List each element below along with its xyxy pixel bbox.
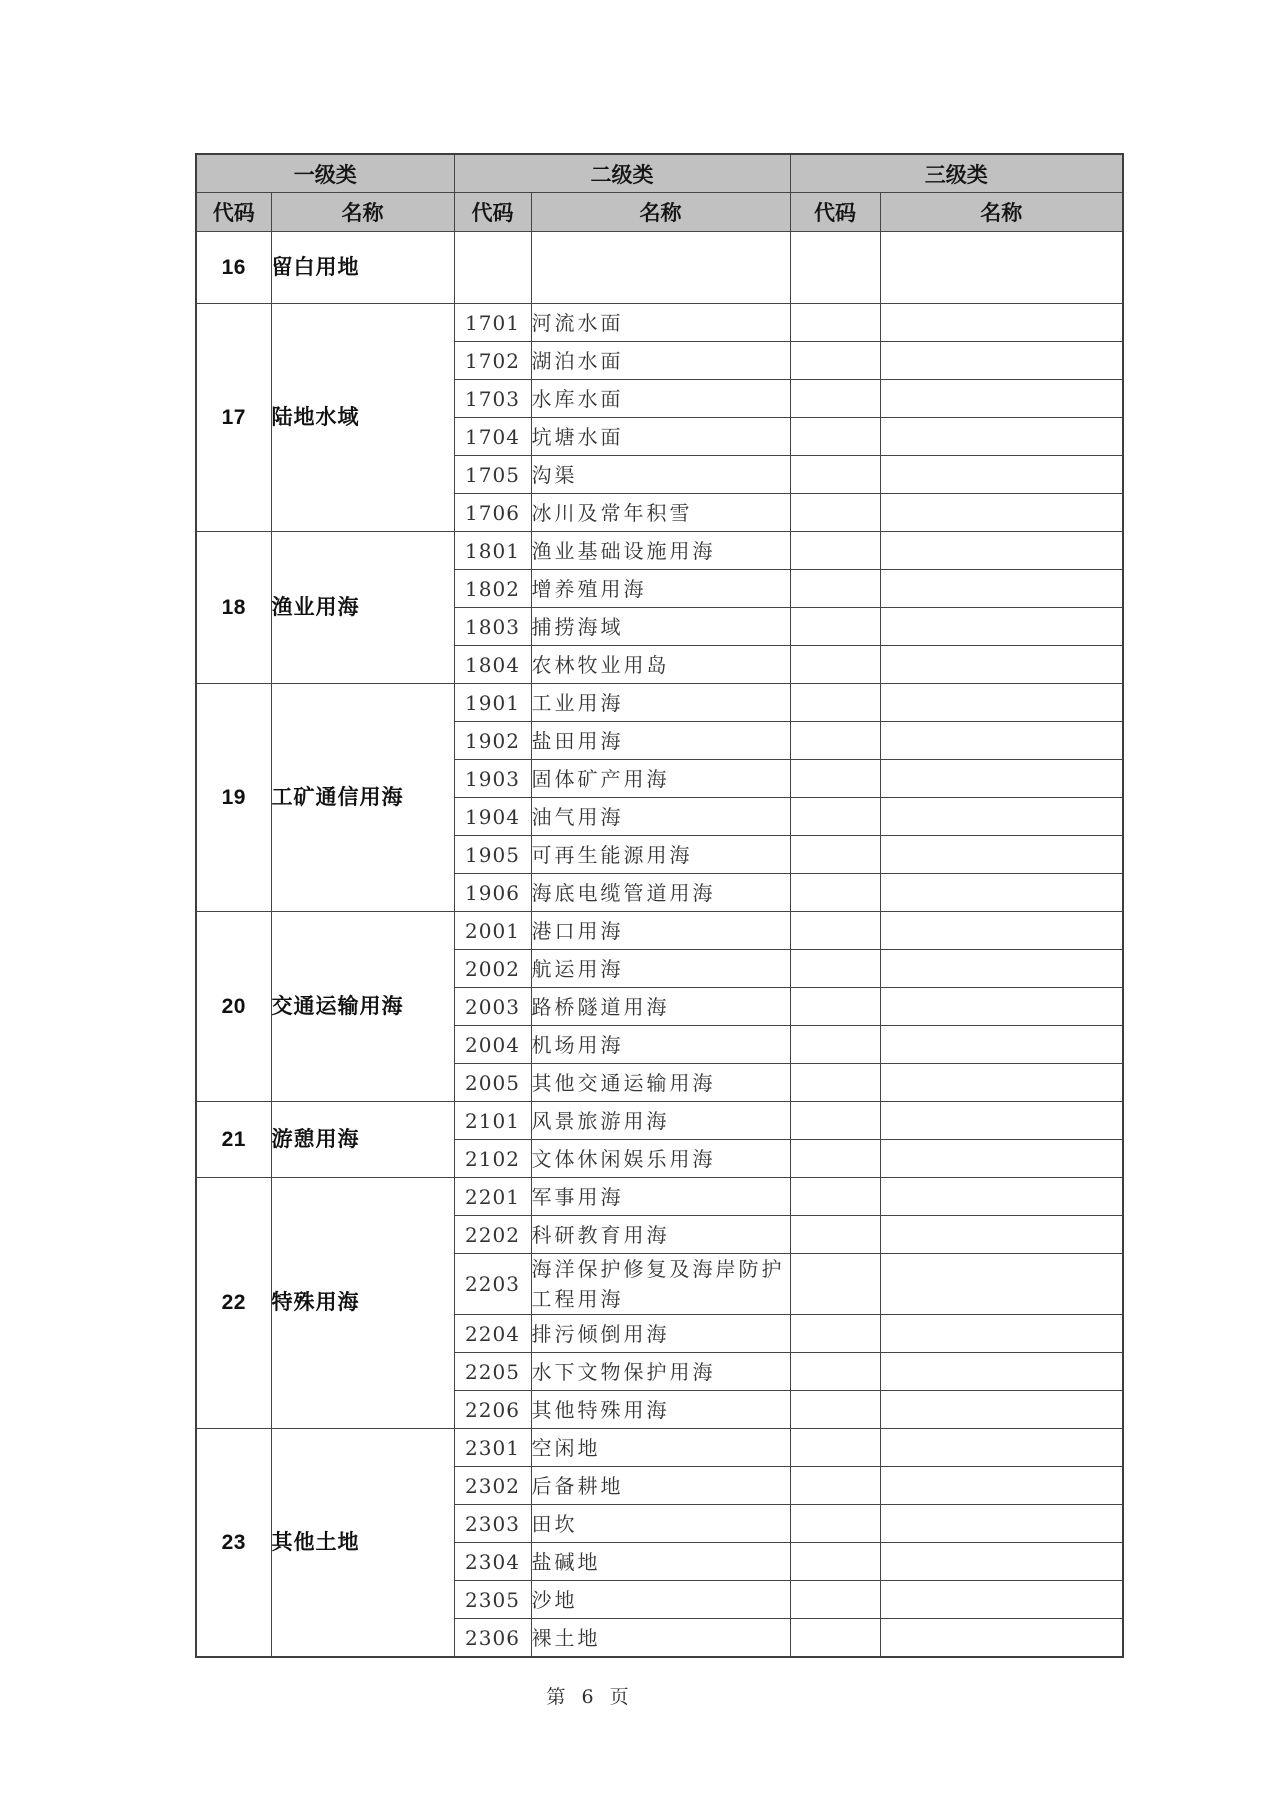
- level3-code-cell: [790, 1353, 880, 1391]
- level2-code-cell: 2004: [454, 1026, 531, 1064]
- level2-code-cell: 1804: [454, 646, 531, 684]
- level1-name-cell: 陆地水域: [271, 304, 454, 532]
- level3-code-cell: [790, 1467, 880, 1505]
- level2-name-cell: 风景旅游用海: [531, 1102, 790, 1140]
- level1-name-cell: 工矿通信用海: [271, 684, 454, 912]
- level2-code-cell: 1906: [454, 874, 531, 912]
- level2-name-cell: 油气用海: [531, 798, 790, 836]
- level2-name-cell: [531, 232, 790, 304]
- level3-name-cell: [880, 494, 1123, 532]
- level3-name-cell: [880, 798, 1123, 836]
- level2-name-cell: 渔业基础设施用海: [531, 532, 790, 570]
- level2-code-cell: 1703: [454, 380, 531, 418]
- level2-name-cell: 田坎: [531, 1505, 790, 1543]
- level2-name-cell: 科研教育用海: [531, 1216, 790, 1254]
- level2-code-cell: 1705: [454, 456, 531, 494]
- level3-name-cell: [880, 570, 1123, 608]
- level3-name-cell: [880, 232, 1123, 304]
- level1-name-cell: 交通运输用海: [271, 912, 454, 1102]
- level2-code-cell: 1803: [454, 608, 531, 646]
- table-row: [196, 532, 1123, 570]
- level1-name-cell: 留白用地: [271, 232, 454, 304]
- level3-code-cell: [790, 836, 880, 874]
- page-number: 第 6 页: [546, 1686, 634, 1708]
- level3-code-cell: [790, 1543, 880, 1581]
- level2-code-cell: 2305: [454, 1581, 531, 1619]
- level3-name-cell: [880, 1467, 1123, 1505]
- level2-code-cell: 2101: [454, 1102, 531, 1140]
- level3-name-cell: [880, 1619, 1123, 1658]
- level3-code-cell: [790, 232, 880, 304]
- level2-code-cell: 2303: [454, 1505, 531, 1543]
- level2-name-cell: 路桥隧道用海: [531, 988, 790, 1026]
- level1-code-cell: 17: [196, 304, 271, 532]
- level1-name-cell: 渔业用海: [271, 532, 454, 684]
- level3-code-cell: [790, 988, 880, 1026]
- table-row: [196, 232, 1123, 304]
- level2-code-cell: 1706: [454, 494, 531, 532]
- level2-name-cell: 工业用海: [531, 684, 790, 722]
- level3-name-cell: [880, 1102, 1123, 1140]
- level2-name-cell: 农林牧业用岛: [531, 646, 790, 684]
- level2-name-cell: 其他特殊用海: [531, 1391, 790, 1429]
- header-level2: 二级类: [454, 154, 790, 193]
- level3-code-cell: [790, 570, 880, 608]
- level3-code-cell: [790, 1254, 880, 1315]
- level2-name-cell: 海洋保护修复及海岸防护工程用海: [531, 1254, 790, 1315]
- level2-name-cell: 航运用海: [531, 950, 790, 988]
- level2-name-cell: 河流水面: [531, 304, 790, 342]
- level2-code-cell: 1901: [454, 684, 531, 722]
- level2-code-cell: 2206: [454, 1391, 531, 1429]
- level2-name-cell: 军事用海: [531, 1178, 790, 1216]
- header-group-row: [196, 154, 1123, 193]
- level2-name-cell: 后备耕地: [531, 1467, 790, 1505]
- level3-code-cell: [790, 1102, 880, 1140]
- level2-code-cell: [454, 232, 531, 304]
- level3-name-cell: [880, 760, 1123, 798]
- level2-code-cell: 2205: [454, 1353, 531, 1391]
- table-header: [196, 154, 1123, 232]
- level2-name-cell: 水库水面: [531, 380, 790, 418]
- header-level1-name: 名称: [271, 193, 454, 232]
- level2-name-cell: 裸土地: [531, 1619, 790, 1658]
- level2-name-cell: 沟渠: [531, 456, 790, 494]
- level3-code-cell: [790, 494, 880, 532]
- header-level3-code: 代码: [790, 193, 880, 232]
- level3-code-cell: [790, 798, 880, 836]
- level1-name-cell: 其他土地: [271, 1429, 454, 1658]
- level3-code-cell: [790, 418, 880, 456]
- level1-code-cell: 18: [196, 532, 271, 684]
- level3-code-cell: [790, 912, 880, 950]
- level2-code-cell: 1903: [454, 760, 531, 798]
- table-row: [196, 684, 1123, 722]
- level1-code-cell: 20: [196, 912, 271, 1102]
- level1-code-cell: 16: [196, 232, 271, 304]
- level2-name-cell: 可再生能源用海: [531, 836, 790, 874]
- header-level1: 一级类: [196, 154, 454, 193]
- level3-code-cell: [790, 1391, 880, 1429]
- level3-name-cell: [880, 304, 1123, 342]
- level3-code-cell: [790, 646, 880, 684]
- level2-code-cell: 1702: [454, 342, 531, 380]
- level3-code-cell: [790, 1619, 880, 1658]
- level3-code-cell: [790, 1505, 880, 1543]
- level3-code-cell: [790, 684, 880, 722]
- table-row: [196, 1102, 1123, 1140]
- level2-name-cell: 沙地: [531, 1581, 790, 1619]
- level3-name-cell: [880, 1026, 1123, 1064]
- level3-code-cell: [790, 532, 880, 570]
- level2-code-cell: 1801: [454, 532, 531, 570]
- level3-name-cell: [880, 646, 1123, 684]
- level3-code-cell: [790, 1429, 880, 1467]
- level3-code-cell: [790, 874, 880, 912]
- level2-code-cell: 2201: [454, 1178, 531, 1216]
- header-level3: 三级类: [790, 154, 1123, 193]
- level1-code-cell: 22: [196, 1178, 271, 1429]
- level3-name-cell: [880, 608, 1123, 646]
- level3-name-cell: [880, 988, 1123, 1026]
- level1-code-cell: 19: [196, 684, 271, 912]
- level3-name-cell: [880, 912, 1123, 950]
- level3-name-cell: [880, 684, 1123, 722]
- level2-name-cell: 海底电缆管道用海: [531, 874, 790, 912]
- level2-code-cell: 2001: [454, 912, 531, 950]
- level3-code-cell: [790, 1064, 880, 1102]
- level3-name-cell: [880, 722, 1123, 760]
- level3-name-cell: [880, 1178, 1123, 1216]
- level2-name-cell: 港口用海: [531, 912, 790, 950]
- level2-code-cell: 1905: [454, 836, 531, 874]
- level2-name-cell: 机场用海: [531, 1026, 790, 1064]
- level2-name-cell: 水下文物保护用海: [531, 1353, 790, 1391]
- level3-code-cell: [790, 380, 880, 418]
- level3-code-cell: [790, 342, 880, 380]
- level3-code-cell: [790, 950, 880, 988]
- header-level2-name: 名称: [531, 193, 790, 232]
- level3-name-cell: [880, 1140, 1123, 1178]
- level3-code-cell: [790, 1140, 880, 1178]
- level1-code-cell: 23: [196, 1429, 271, 1658]
- level2-code-cell: 2301: [454, 1429, 531, 1467]
- level1-name-cell: 特殊用海: [271, 1178, 454, 1429]
- level2-name-cell: 文体休闲娱乐用海: [531, 1140, 790, 1178]
- level3-name-cell: [880, 456, 1123, 494]
- level2-name-cell: 捕捞海域: [531, 608, 790, 646]
- level2-code-cell: 2204: [454, 1315, 531, 1353]
- level3-code-cell: [790, 760, 880, 798]
- level3-code-cell: [790, 1315, 880, 1353]
- table-body: [196, 232, 1123, 1658]
- header-level1-code: 代码: [196, 193, 271, 232]
- level2-code-cell: 1904: [454, 798, 531, 836]
- level2-code-cell: 2003: [454, 988, 531, 1026]
- level2-code-cell: 2306: [454, 1619, 531, 1658]
- level3-code-cell: [790, 456, 880, 494]
- level2-name-cell: 固体矿产用海: [531, 760, 790, 798]
- level2-code-cell: 2304: [454, 1543, 531, 1581]
- level3-name-cell: [880, 418, 1123, 456]
- level3-name-cell: [880, 1429, 1123, 1467]
- level2-code-cell: 1802: [454, 570, 531, 608]
- level3-name-cell: [880, 532, 1123, 570]
- level3-code-cell: [790, 1178, 880, 1216]
- level3-code-cell: [790, 722, 880, 760]
- level3-name-cell: [880, 1353, 1123, 1391]
- level3-code-cell: [790, 1026, 880, 1064]
- level1-code-cell: 21: [196, 1102, 271, 1178]
- header-sub-row: [196, 193, 1123, 232]
- level3-name-cell: [880, 1216, 1123, 1254]
- level3-name-cell: [880, 1315, 1123, 1353]
- table-row: [196, 1429, 1123, 1467]
- level2-code-cell: 2102: [454, 1140, 531, 1178]
- level2-code-cell: 1902: [454, 722, 531, 760]
- table-row: [196, 304, 1123, 342]
- level3-code-cell: [790, 608, 880, 646]
- level3-name-cell: [880, 342, 1123, 380]
- level3-name-cell: [880, 836, 1123, 874]
- level2-name-cell: 坑塘水面: [531, 418, 790, 456]
- level2-code-cell: 2005: [454, 1064, 531, 1102]
- level2-name-cell: 盐碱地: [531, 1543, 790, 1581]
- level3-name-cell: [880, 950, 1123, 988]
- level3-name-cell: [880, 380, 1123, 418]
- level2-name-cell: 盐田用海: [531, 722, 790, 760]
- classification-table: [195, 153, 1124, 1658]
- level3-name-cell: [880, 1543, 1123, 1581]
- level3-name-cell: [880, 1581, 1123, 1619]
- level3-code-cell: [790, 1216, 880, 1254]
- level3-code-cell: [790, 304, 880, 342]
- level2-code-cell: 2203: [454, 1254, 531, 1315]
- header-level3-name: 名称: [880, 193, 1123, 232]
- level2-code-cell: 1701: [454, 304, 531, 342]
- level2-code-cell: 2002: [454, 950, 531, 988]
- level3-name-cell: [880, 874, 1123, 912]
- level2-code-cell: 1704: [454, 418, 531, 456]
- level3-name-cell: [880, 1505, 1123, 1543]
- level2-name-cell: 排污倾倒用海: [531, 1315, 790, 1353]
- level2-name-cell: 其他交通运输用海: [531, 1064, 790, 1102]
- level2-code-cell: 2302: [454, 1467, 531, 1505]
- level2-name-cell: 空闲地: [531, 1429, 790, 1467]
- level3-code-cell: [790, 1581, 880, 1619]
- level3-name-cell: [880, 1254, 1123, 1315]
- level3-name-cell: [880, 1391, 1123, 1429]
- level3-name-cell: [880, 1064, 1123, 1102]
- level2-code-cell: 2202: [454, 1216, 531, 1254]
- level1-name-cell: 游憩用海: [271, 1102, 454, 1178]
- table-row: [196, 912, 1123, 950]
- level2-name-cell: 冰川及常年积雪: [531, 494, 790, 532]
- table-row: [196, 1178, 1123, 1216]
- level2-name-cell: 湖泊水面: [531, 342, 790, 380]
- header-level2-code: 代码: [454, 193, 531, 232]
- level2-name-cell: 增养殖用海: [531, 570, 790, 608]
